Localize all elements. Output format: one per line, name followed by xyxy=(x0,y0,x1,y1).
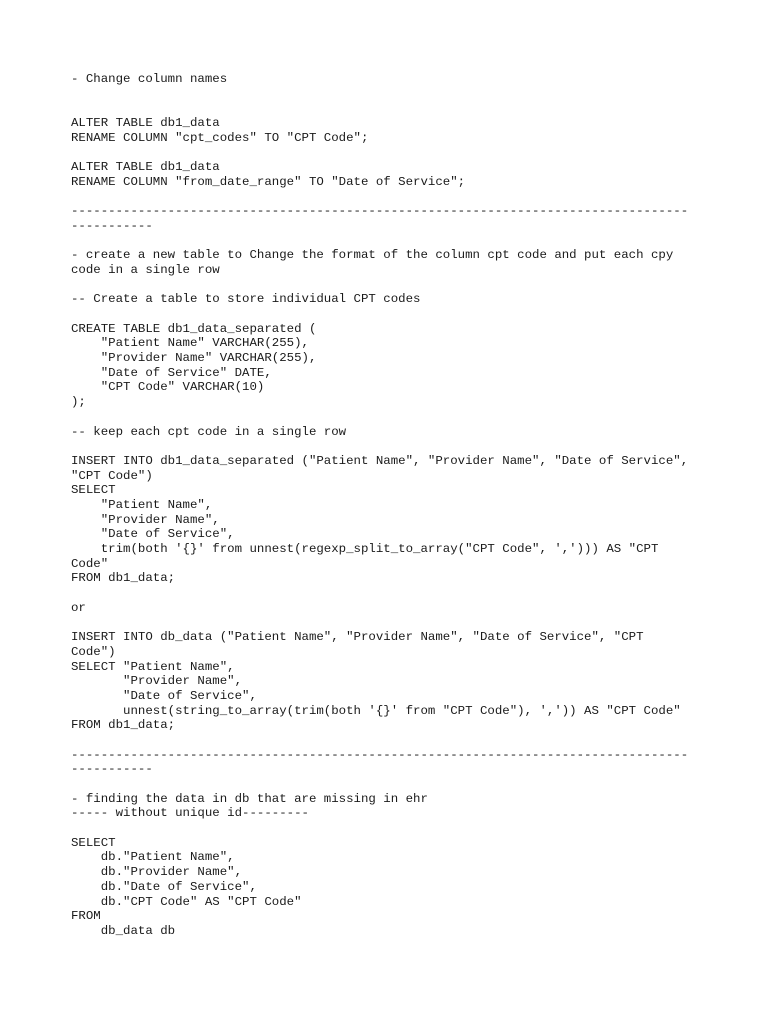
blank-line xyxy=(71,439,711,454)
text-line: code in a single row xyxy=(71,262,220,277)
text-line: "Date of Service", xyxy=(71,688,257,703)
blank-line xyxy=(71,777,711,792)
text-line: "Date of Service", xyxy=(71,527,235,542)
text-line: ----------- xyxy=(71,762,153,777)
blank-line xyxy=(71,733,711,748)
blank-line xyxy=(71,190,711,205)
text-line: "Provider Name" VARCHAR(255), xyxy=(71,351,317,366)
text-line: FROM xyxy=(71,909,101,924)
text-line: or xyxy=(71,600,86,615)
text-line: unnest(string_to_array(trim(both '{}' from "CPT Code"), ',')) AS "CPT Code" xyxy=(71,703,681,718)
text-line: RENAME COLUMN "from_date_range" TO "Date of Service"; xyxy=(71,174,466,189)
text-line: "Patient Name" VARCHAR(255), xyxy=(71,336,309,351)
text-line: db."CPT Code" AS "CPT Code" xyxy=(71,894,302,909)
blank-line xyxy=(71,410,711,425)
text-line: -- keep each cpt code in a single row xyxy=(71,424,347,439)
text-line: "CPT Code") xyxy=(71,468,153,483)
text-line: SELECT "Patient Name", xyxy=(71,659,235,674)
text-line: ALTER TABLE db1_data xyxy=(71,116,220,131)
text-line: "Provider Name", xyxy=(71,512,220,527)
text-line: SELECT xyxy=(71,835,116,850)
text-line: "Patient Name", xyxy=(71,497,213,512)
text-line: FROM db1_data; xyxy=(71,571,176,586)
text-line: -- Create a table to store individual CPT codes xyxy=(71,292,421,307)
text-line: Code") xyxy=(71,644,116,659)
blank-line xyxy=(71,586,711,601)
text-line: - Change column names xyxy=(71,72,228,86)
blank-line xyxy=(71,234,711,249)
sql-document-body xyxy=(71,72,711,939)
text-line: "CPT Code" VARCHAR(10) xyxy=(71,380,265,395)
text-line: ----------------------------------------------------------------------------------- xyxy=(71,747,689,762)
text-line: SELECT xyxy=(71,483,116,498)
text-line: ); xyxy=(71,395,86,410)
text-line: db."Date of Service", xyxy=(71,879,257,894)
text-line: "Provider Name", xyxy=(71,674,243,689)
text-line: db."Patient Name", xyxy=(71,850,235,865)
text-line: db."Provider Name", xyxy=(71,865,243,880)
text-line: Code" xyxy=(71,556,109,571)
text-line: trim(both '{}' from unnest(regexp_split_to_array("CPT Code", ','))) AS "CPT xyxy=(71,542,659,556)
blank-line xyxy=(71,101,711,116)
text-line: - create a new table to Change the format of the column cpt code and put each cpy xyxy=(71,248,674,263)
text-line: - finding the data in db that are missing in ehr xyxy=(71,791,428,806)
text-line: ----------- xyxy=(71,218,153,233)
blank-line xyxy=(71,615,711,630)
blank-line xyxy=(71,145,711,160)
text-line: "Date of Service" DATE, xyxy=(71,365,272,380)
blank-line xyxy=(71,278,711,293)
text-line: ALTER TABLE db1_data xyxy=(71,160,220,175)
text-line: RENAME COLUMN "cpt_codes" TO "CPT Code"; xyxy=(71,130,369,145)
blank-line xyxy=(71,821,711,836)
text-line: INSERT INTO db1_data_separated ("Patient Name", "Provider Name", "Date of Service", xyxy=(71,453,689,468)
text-line: ----- without unique id--------- xyxy=(71,806,309,821)
text-line: ----------------------------------------------------------------------------------- xyxy=(71,204,689,219)
text-line: db_data db xyxy=(71,923,176,938)
blank-line xyxy=(71,307,711,322)
text-line: INSERT INTO db_data ("Patient Name", "Provider Name", "Date of Service", "CPT xyxy=(71,630,644,645)
text-line: CREATE TABLE db1_data_separated ( xyxy=(71,321,317,336)
text-line: FROM db1_data; xyxy=(71,718,176,733)
blank-line xyxy=(71,87,711,102)
